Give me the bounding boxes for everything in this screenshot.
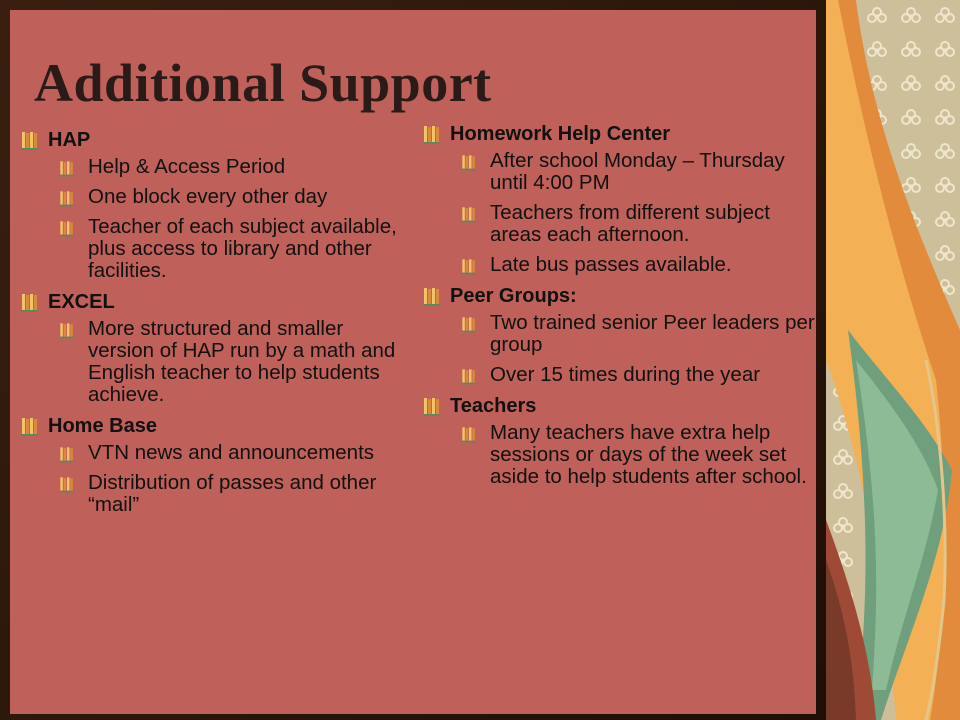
- bullet-group: [420, 122, 820, 276]
- bullet-icon: [460, 204, 478, 224]
- bullet-icon: [58, 320, 76, 340]
- bullet-icon: [58, 474, 76, 494]
- sub-bullet-item: [460, 202, 820, 246]
- sub-bullet-item: [460, 150, 820, 194]
- sub-bullet-item: [460, 422, 820, 488]
- sub-bullet-text: Late bus passes available.: [490, 253, 732, 276]
- sub-bullet-item: [58, 472, 398, 516]
- bullet-icon: [58, 188, 76, 208]
- bullet-icon: [58, 444, 76, 464]
- sub-bullet-text: Teachers from different subject areas each afternoon.: [490, 201, 770, 246]
- category-label: HAP: [48, 129, 91, 151]
- category-item: [18, 128, 398, 152]
- bullet-icon: [420, 394, 444, 418]
- category-label: Teachers: [450, 395, 537, 417]
- category-item: [420, 394, 820, 418]
- category-item: [420, 122, 820, 146]
- sub-bullet-text: Two trained senior Peer leaders per group: [490, 311, 815, 356]
- bullet-group: [18, 290, 398, 406]
- sub-bullet-text: Help & Access Period: [88, 155, 286, 178]
- sub-bullet-item: [58, 442, 398, 464]
- bullet-icon: [460, 366, 478, 386]
- bullet-icon: [420, 284, 444, 308]
- sub-bullet-text: Distribution of passes and other “mail”: [88, 471, 377, 516]
- decorative-side-artwork: [826, 0, 960, 720]
- sub-bullet-text: Teacher of each subject available, plus access to library and other facilities.: [88, 215, 397, 282]
- category-item: [18, 414, 398, 438]
- bullet-icon: [460, 314, 478, 334]
- sub-bullet-text: One block every other day: [88, 185, 328, 208]
- bullet-group: [18, 414, 398, 516]
- sub-bullet-text: Many teachers have extra help sessions or days of the week set aside to help students after school.: [490, 421, 807, 488]
- sub-bullet-item: [460, 312, 820, 356]
- category-label: Home Base: [48, 415, 157, 437]
- sub-bullet-item: [460, 364, 820, 386]
- sub-bullet-item: [460, 254, 820, 276]
- sub-bullet-text: Over 15 times during the year: [490, 363, 761, 386]
- bullet-icon: [18, 414, 42, 438]
- category-label: EXCEL: [48, 291, 115, 313]
- slide-title: Additional Support: [34, 53, 492, 113]
- sub-bullet-item: [58, 318, 398, 406]
- category-label: Homework Help Center: [450, 123, 671, 145]
- sub-bullet-text: More structured and smaller version of HAP run by a math and English teacher to help students achieve.: [88, 317, 396, 406]
- bullet-icon: [58, 158, 76, 178]
- bullet-icon: [460, 152, 478, 172]
- category-label: Peer Groups:: [450, 285, 577, 307]
- sub-bullet-text: VTN news and announcements: [88, 441, 375, 464]
- sub-bullet-item: [58, 186, 398, 208]
- bullet-icon: [460, 256, 478, 276]
- bullet-icon: [58, 218, 76, 238]
- left-column: [18, 128, 398, 524]
- sub-bullet-item: [58, 216, 398, 282]
- bullet-icon: [420, 122, 444, 146]
- right-column: [420, 122, 820, 496]
- bullet-group: [18, 128, 398, 282]
- category-item: [18, 290, 398, 314]
- sub-bullet-text: After school Monday – Thursday until 4:00 PM: [490, 149, 785, 194]
- bullet-icon: [460, 424, 478, 444]
- sub-bullet-item: [58, 156, 398, 178]
- bullet-icon: [18, 128, 42, 152]
- bullet-group: [420, 284, 820, 386]
- bullet-group: [420, 394, 820, 488]
- bullet-icon: [18, 290, 42, 314]
- category-item: [420, 284, 820, 308]
